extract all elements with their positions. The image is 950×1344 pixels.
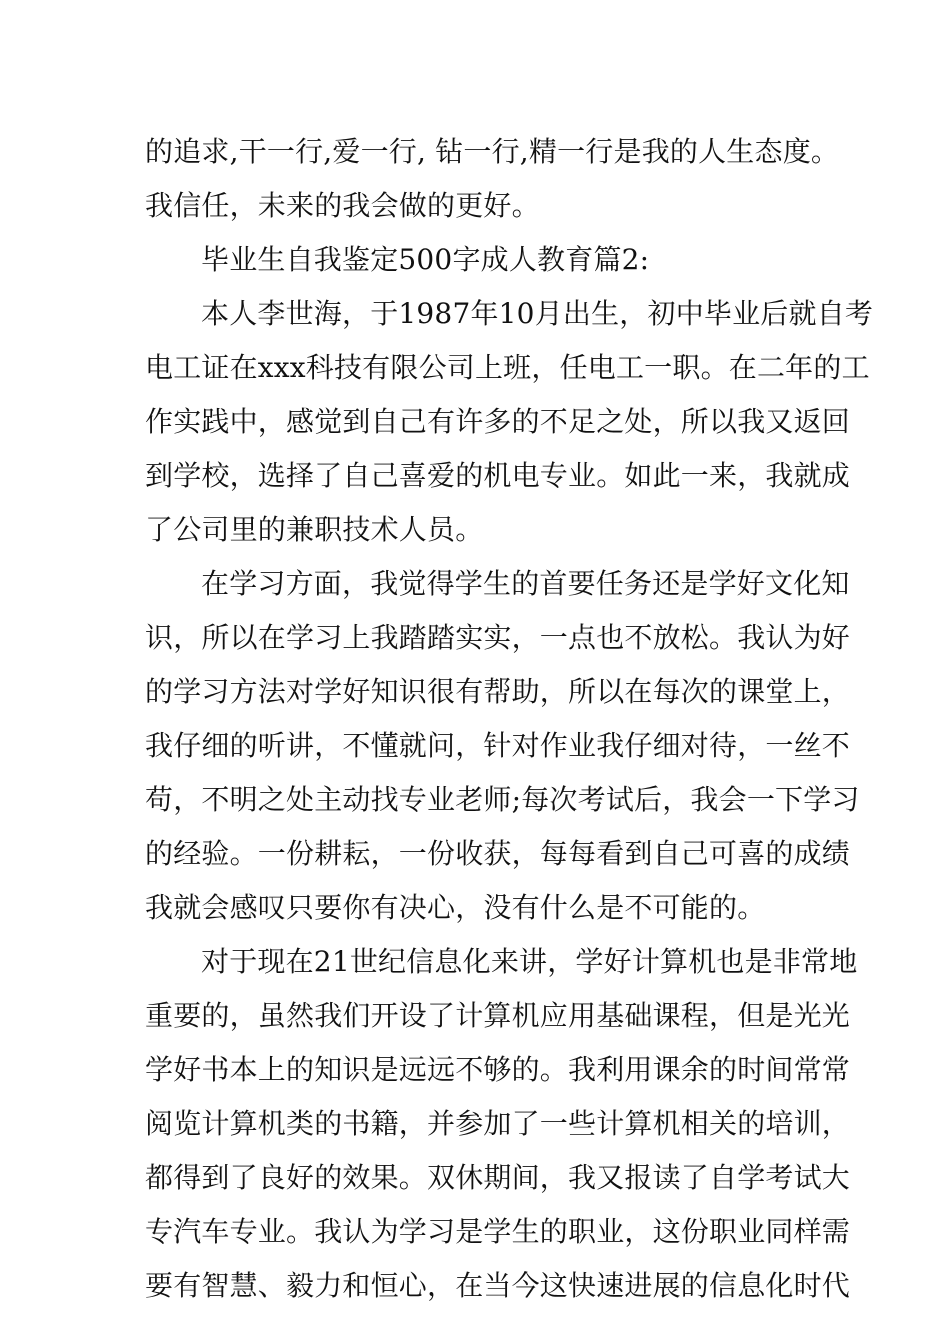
text-line: 作实践中，感觉到自己有许多的不足之处，所以我又返回: [145, 405, 851, 438]
text-line: 我信任，未来的我会做的更好。: [145, 189, 540, 222]
text-line: 我仔细的听讲，不懂就问，针对作业我仔细对待，一丝不: [145, 729, 851, 762]
text-line: 学好书本上的知识是远远不够的。我利用课余的时间常常: [145, 1053, 851, 1086]
text-line: 的经验。一份耕耘，一份收获，每每看到自己可喜的成绩: [145, 837, 851, 870]
text-line: 阅览计算机类的书籍，并参加了一些计算机相关的培训，: [145, 1107, 851, 1140]
text-line: 重要的，虽然我们开设了计算机应用基础课程，但是光光: [145, 999, 851, 1032]
text-line: 本人李世海，于1987年10月出生，初中毕业后就自考: [201, 297, 874, 330]
text-line: 对于现在21世纪信息化来讲，学好计算机也是非常地: [201, 945, 858, 978]
text-line: 电工证在xxx科技有限公司上班，任电工一职。在二年的工: [145, 351, 870, 384]
text-line: 我就会感叹只要你有决心，没有什么是不可能的。: [145, 891, 766, 924]
text-line: 苟，不明之处主动找专业老师;每次考试后，我会一下学习: [145, 783, 860, 816]
document-page: [145, 125, 874, 1313]
text-line: 了公司里的兼职技术人员。: [145, 513, 484, 546]
text-line: 都得到了良好的效果。双休期间，我又报读了自学考试大: [145, 1161, 851, 1194]
text-line: 到学校，选择了自己喜爱的机电专业。如此一来，我就成: [145, 459, 851, 492]
text-line: 的学习方法对学好知识很有帮助，所以在每次的课堂上，: [145, 675, 851, 708]
text-line: 识，所以在学习上我踏踏实实，一点也不放松。我认为好: [145, 621, 851, 654]
section-heading: 毕业生自我鉴定500字成人教育篇2:: [201, 243, 650, 276]
text-line: 要有智慧、毅力和恒心，在当今这快速进展的信息化时代: [145, 1269, 851, 1302]
text-line: 的追求,干一行,爱一行, 钻一行,精一行是我的人生态度。: [145, 135, 840, 168]
text-line: 专汽车专业。我认为学习是学生的职业，这份职业同样需: [145, 1215, 851, 1248]
text-line: 在学习方面，我觉得学生的首要任务还是学好文化知: [201, 567, 850, 600]
